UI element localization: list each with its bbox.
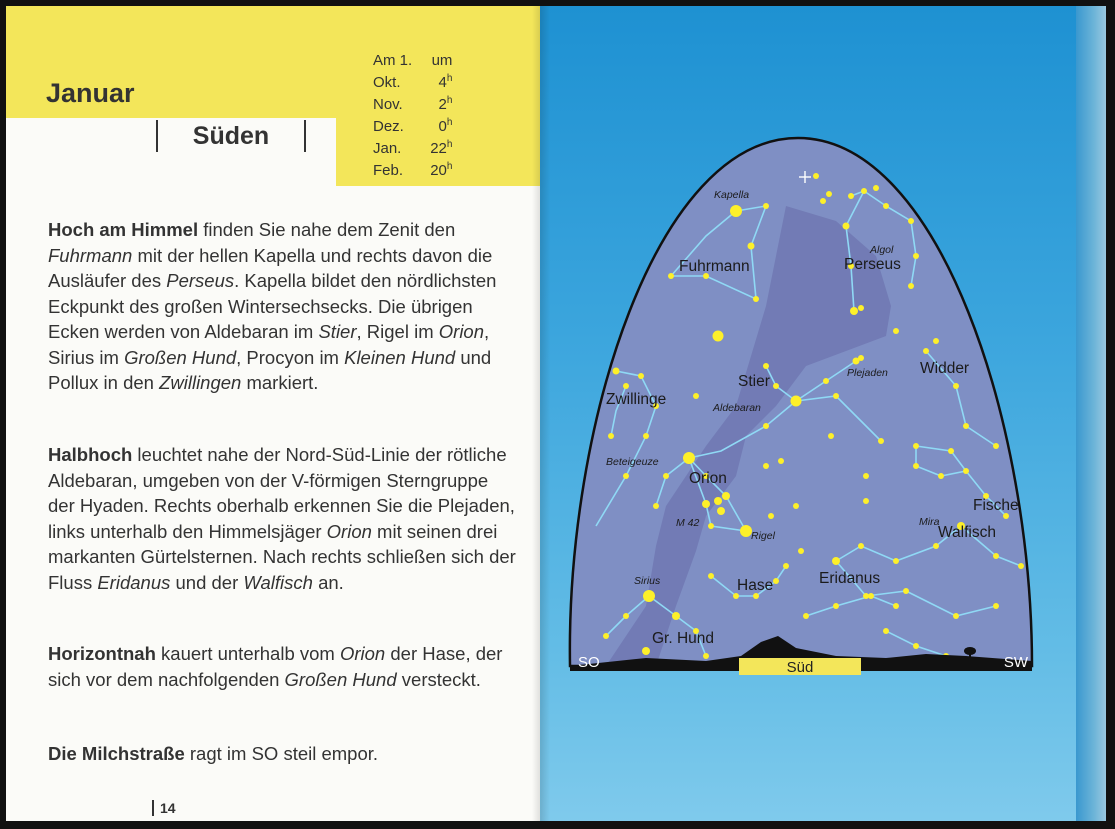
paragraph-text: markiert. — [241, 372, 319, 393]
star-dot — [913, 253, 919, 259]
star-dot — [883, 203, 889, 209]
horizon-south: Süd — [786, 659, 814, 676]
star-dot — [683, 452, 695, 464]
paragraph-text: kauert unterhalb vom — [155, 643, 340, 664]
star-dot — [643, 590, 655, 602]
star-dot — [993, 553, 999, 559]
header-date: Am 1. — [373, 52, 413, 69]
star-dot — [713, 331, 724, 342]
time-row-month: Feb. — [373, 162, 404, 179]
paragraph-lead: Die Milchstraße — [48, 743, 185, 764]
paragraph-text: versteckt. — [396, 668, 481, 690]
paragraph-text: , Rigel im — [356, 321, 439, 342]
header-time: um — [431, 52, 453, 69]
star-dot — [858, 305, 864, 311]
star-dot — [642, 647, 650, 655]
horizon-southeast: SO — [578, 654, 600, 671]
star-dot — [613, 368, 620, 375]
paragraph-text: Fuhrmann — [48, 244, 133, 266]
paragraph-text: . Kapella bildet den nördlichsten Eckpunkt des großen Wintersechsecks. Die übrigen Ecken werden von Aldebaran im — [48, 270, 497, 342]
star-dot — [702, 500, 710, 508]
label-beteigeuze: Beteigeuze — [606, 456, 659, 468]
star-dot — [873, 185, 879, 191]
star-dot — [773, 383, 779, 389]
paragraph-text: Orion — [339, 643, 386, 664]
star-dot — [623, 473, 629, 479]
star-dot — [833, 393, 839, 399]
paragraph-text: leuchtet nahe der Nord-Süd-Linie der rötliche Aldebaran, umgeben von der V-förmigen Sterngruppe der Hyaden. Rechts oberhalb erkennen Sie die Plejaden, links unterhalb den Himmelsjäger — [48, 444, 515, 542]
label-kapella: Kapella — [714, 189, 750, 201]
star-dot — [703, 653, 709, 659]
star-dot — [717, 507, 725, 515]
star-dot — [820, 198, 826, 204]
label-walfisch: Walfisch — [938, 524, 996, 541]
paragraph-text: Walfisch — [243, 571, 313, 593]
paragraph-text: an. — [312, 571, 344, 593]
time-row-hour: 4$^h$ — [438, 73, 453, 91]
time-row-hour: 0$^h$ — [438, 117, 453, 135]
label-m42: M 42 — [676, 517, 700, 529]
star-dot — [748, 243, 755, 250]
horizon-southwest: SW — [1003, 654, 1028, 671]
star-dot — [993, 603, 999, 609]
star-dot — [668, 273, 674, 279]
paragraph-text: mit der hellen Kapella und rechts davon die Ausläufer des — [48, 244, 493, 291]
paragraph-text: ragt im SO steil empor. — [184, 743, 379, 764]
star-dot — [893, 558, 899, 564]
star-dot — [948, 448, 954, 454]
star-dot — [828, 433, 834, 439]
star-dot — [663, 473, 669, 479]
label-plejaden: Plejaden — [847, 367, 888, 379]
time-row-month: Nov. — [373, 96, 403, 113]
paragraph-text: Orion — [326, 520, 372, 542]
star-dot — [933, 543, 939, 549]
star-dot — [730, 205, 742, 217]
star-dot — [763, 203, 769, 209]
label-perseus: Perseus — [844, 256, 901, 273]
label-orion: Orion — [689, 470, 727, 487]
paragraph-lead: Halbhoch — [48, 444, 133, 465]
time-row-month: Dez. — [373, 118, 404, 135]
label-gr-hund: Gr. Hund — [652, 630, 715, 647]
star-dot — [823, 378, 829, 384]
time-row-hour: 2$^h$ — [438, 95, 453, 113]
star-dot — [791, 396, 802, 407]
star-dot — [903, 588, 909, 594]
star-dot — [798, 548, 804, 554]
star-dot — [763, 423, 769, 429]
star-dot — [793, 503, 799, 509]
paragraph-text: Stier — [318, 321, 357, 342]
star-dot — [643, 433, 649, 439]
star-dot — [773, 578, 779, 584]
label-mira: Mira — [919, 516, 940, 528]
star-dot — [623, 383, 629, 389]
star-dot — [850, 307, 858, 315]
star-dot — [803, 613, 809, 619]
label-sirius: Sirius — [634, 575, 661, 587]
paragraph-text: und Pollux in den — [48, 346, 492, 393]
star-dot — [1018, 563, 1024, 569]
paragraph-text: Orion — [438, 321, 485, 342]
paragraph-text: Perseus — [166, 270, 235, 291]
star-dot — [832, 557, 840, 565]
star-dot — [933, 338, 939, 344]
star-dot — [868, 593, 874, 599]
paragraph-text: Großen Hund — [124, 346, 237, 368]
star-dot — [848, 193, 854, 199]
label-zwillinge: Zwillinge — [606, 391, 667, 408]
star-dot — [908, 218, 914, 224]
time-row-hour: 22$^h$ — [430, 139, 453, 157]
time-row-month: Okt. — [373, 74, 401, 91]
star-dot — [913, 643, 919, 649]
star-dot — [913, 463, 919, 469]
time-row-month: Jan. — [373, 140, 402, 157]
label-eridanus: Eridanus — [819, 570, 881, 587]
star-dot — [893, 328, 899, 334]
paragraph-text: Kleinen Hund — [344, 346, 456, 368]
paragraph-lead: Hoch am Himmel — [48, 219, 199, 240]
label-rigel: Rigel — [751, 530, 775, 542]
star-dot — [714, 497, 722, 505]
star-dot — [833, 603, 839, 609]
month-title: Januar — [46, 78, 135, 108]
paragraph-text: Eridanus — [97, 571, 171, 593]
star-dot — [953, 613, 959, 619]
label-hase: Hase — [737, 577, 774, 594]
star-dot — [672, 612, 680, 620]
star-dot — [861, 188, 867, 194]
star-dot — [938, 473, 944, 479]
star-map — [6, 6, 1106, 821]
paragraph-text: der Hase, der sich vor dem nachfolgenden — [48, 643, 503, 690]
star-dot — [826, 191, 832, 197]
star-dot — [863, 498, 869, 504]
star-dot — [768, 513, 774, 519]
label-fische: Fische — [973, 497, 1019, 514]
star-dot — [993, 443, 999, 449]
label-aldebaran: Aldebaran — [713, 402, 761, 414]
star-dot — [722, 492, 730, 500]
star-dot — [623, 613, 629, 619]
paragraph-text: Großen Hund — [284, 668, 397, 690]
star-dot — [953, 383, 959, 389]
star-dot — [843, 223, 850, 230]
star-dot — [883, 628, 889, 634]
star-dot — [963, 423, 969, 429]
paragraph-text: finden Sie nahe dem Zenit den — [198, 219, 456, 240]
star-dot — [913, 443, 919, 449]
star-dot — [778, 458, 784, 464]
star-dot — [813, 173, 819, 179]
book-spread — [6, 6, 1106, 821]
star-dot — [608, 433, 614, 439]
label-fuhrmann: Fuhrmann — [679, 258, 750, 275]
direction-label: Süden — [156, 120, 306, 152]
star-dot — [603, 633, 609, 639]
star-dot — [863, 473, 869, 479]
time-row-hour: 20$^h$ — [430, 161, 453, 179]
star-dot — [638, 373, 644, 379]
star-dot — [763, 363, 769, 369]
star-dot — [963, 468, 969, 474]
star-dot — [858, 355, 864, 361]
star-dot — [708, 573, 714, 579]
star-dot — [893, 603, 899, 609]
label-algol: Algol — [870, 244, 894, 256]
paragraph-text: und der — [170, 571, 244, 593]
paragraph-text: mit seinen drei markanten Gürtelsternen. Nach rechts schließen sich der Fluss — [48, 520, 516, 593]
star-dot — [763, 463, 769, 469]
star-dot — [878, 438, 884, 444]
label-widder: Widder — [920, 360, 970, 377]
paragraph-text: , Procyon im — [236, 346, 345, 368]
star-dot — [858, 543, 864, 549]
star-dot — [753, 296, 759, 302]
paragraph-lead: Horizontnah — [48, 643, 156, 664]
paragraph-text: , Sirius im — [48, 321, 490, 368]
star-dot — [693, 393, 699, 399]
star-dot — [783, 563, 789, 569]
paragraph-text: Zwillingen — [159, 372, 242, 393]
page-number: 14 — [152, 800, 176, 816]
star-dot — [908, 283, 914, 289]
star-dot — [708, 523, 714, 529]
label-stier: Stier — [738, 373, 770, 390]
star-dot — [923, 348, 929, 354]
star-dot — [653, 503, 659, 509]
